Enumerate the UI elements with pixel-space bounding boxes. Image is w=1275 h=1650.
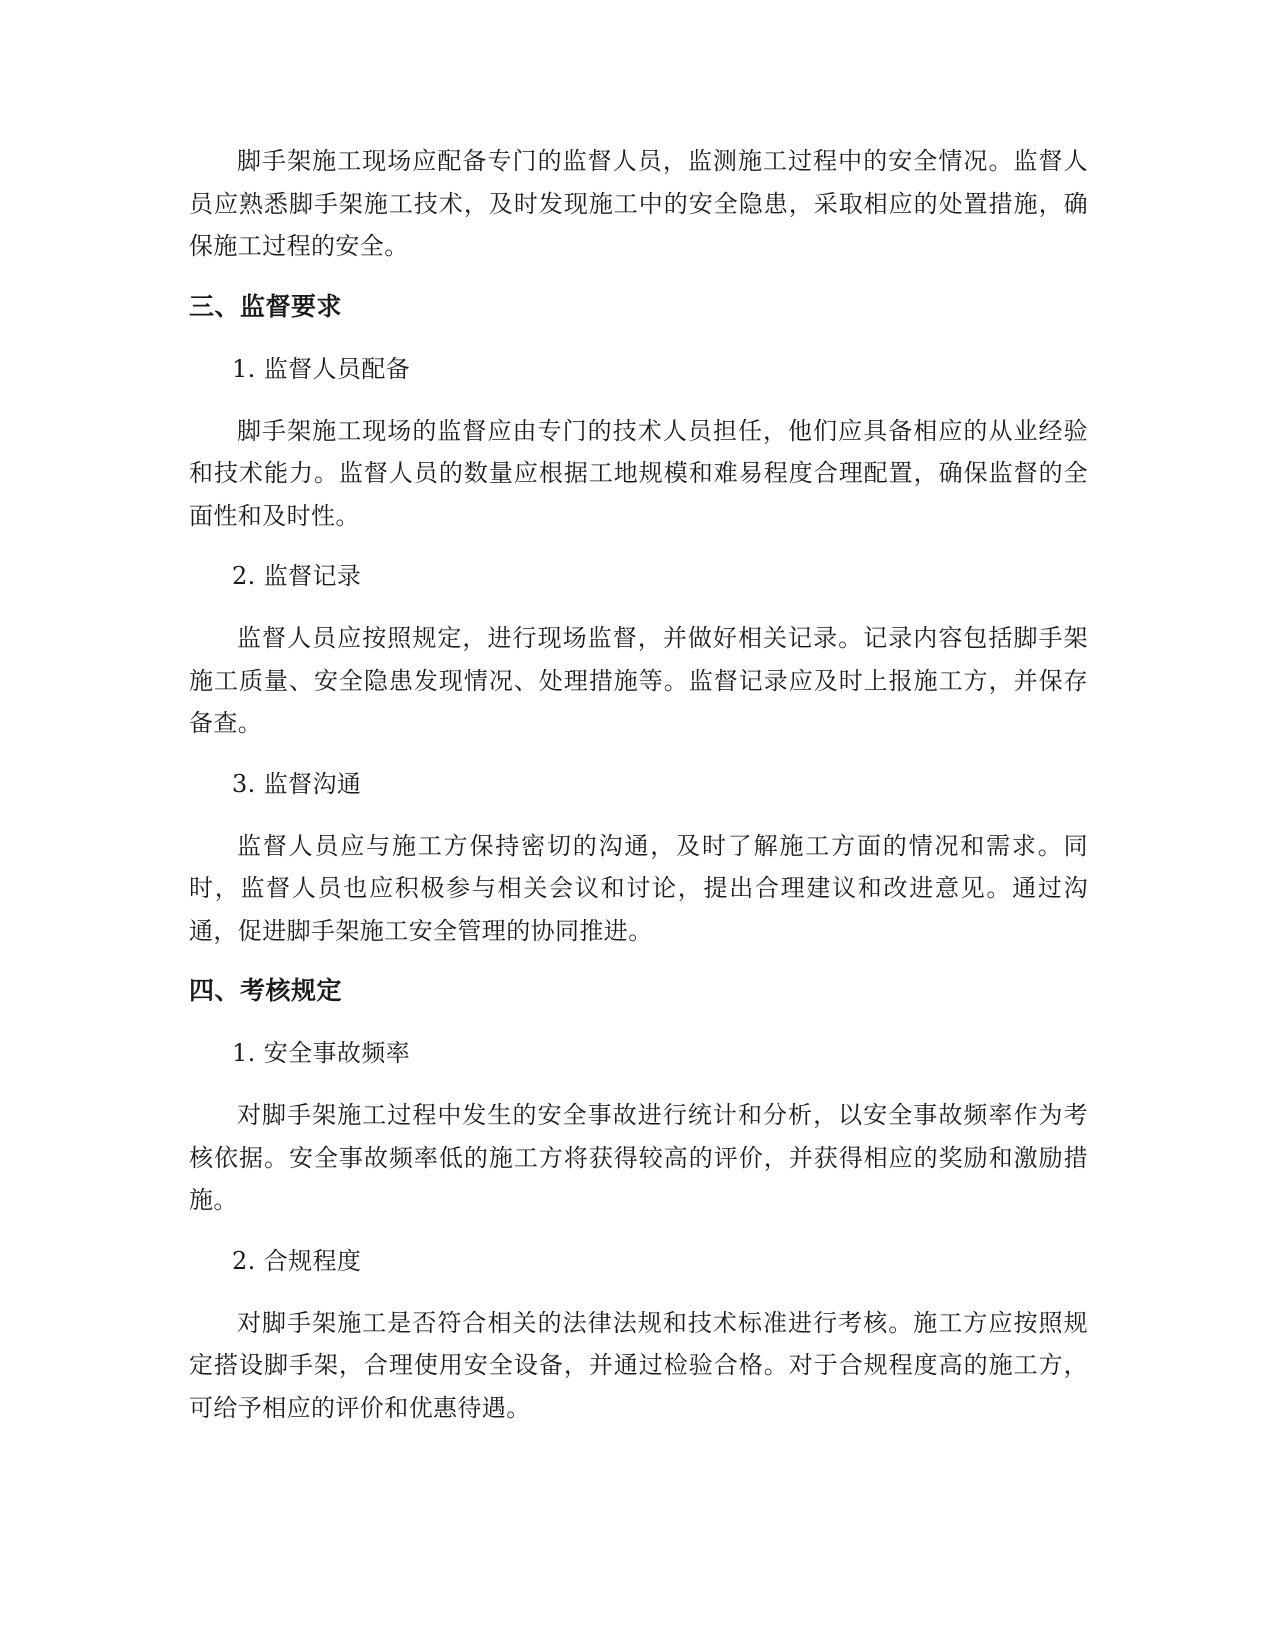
- subheading-supervision-communication: 3. 监督沟通: [232, 769, 362, 798]
- paragraph-supervisor-staffing: 脚手架施工现场的监督应由专门的技术人员担任，他们应具备相应的从业经验和技术能力。监督人员的数量应根据工地规模和难易程度合理配置，确保监督的全面性和及时性。: [189, 416, 1088, 530]
- intro-paragraph: 脚手架施工现场应配备专门的监督人员，监测施工过程中的安全情况。监督人员应熟悉脚手架施工技术，及时发现施工中的安全隐患，采取相应的处置措施，确保施工过程的安全。: [189, 147, 1088, 260]
- subheading-accident-frequency: 1. 安全事故频率: [232, 1039, 411, 1067]
- subheading-supervisor-staffing: 1. 监督人员配备: [232, 354, 411, 383]
- section-heading-supervision-requirements: 三、监督要求: [189, 291, 343, 321]
- section-heading-assessment-rules: 四、考核规定: [189, 976, 343, 1005]
- subheading-compliance-degree: 2. 合规程度: [232, 1246, 362, 1275]
- paragraph-compliance-degree: 对脚手架施工是否符合相关的法律法规和技术标准进行考核。施工方应按照规定搭设脚手架，合理使用安全设备，并通过检验合格。对于合规程度高的施工方，可给予相应的评价和优惠待遇。: [189, 1308, 1088, 1422]
- paragraph-accident-frequency: 对脚手架施工过程中发生的安全事故进行统计和分析，以安全事故频率作为考核依据。安全事故频率低的施工方将获得较高的评价，并获得相应的奖励和激励措施。: [189, 1101, 1088, 1214]
- paragraph-supervision-communication: 监督人员应与施工方保持密切的沟通，及时了解施工方面的情况和需求。同时，监督人员也应积极参与相关会议和讨论，提出合理建议和改进意见。通过沟通，促进脚手架施工安全管理的协同推进。: [189, 831, 1088, 945]
- paragraph-supervision-records: 监督人员应按照规定，进行现场监督，并做好相关记录。记录内容包括脚手架施工质量、安全隐患发现情况、处理措施等。监督记录应及时上报施工方，并保存备查。: [189, 624, 1088, 737]
- subheading-supervision-records: 2. 监督记录: [232, 562, 362, 590]
- document-body: [189, 140, 1088, 1447]
